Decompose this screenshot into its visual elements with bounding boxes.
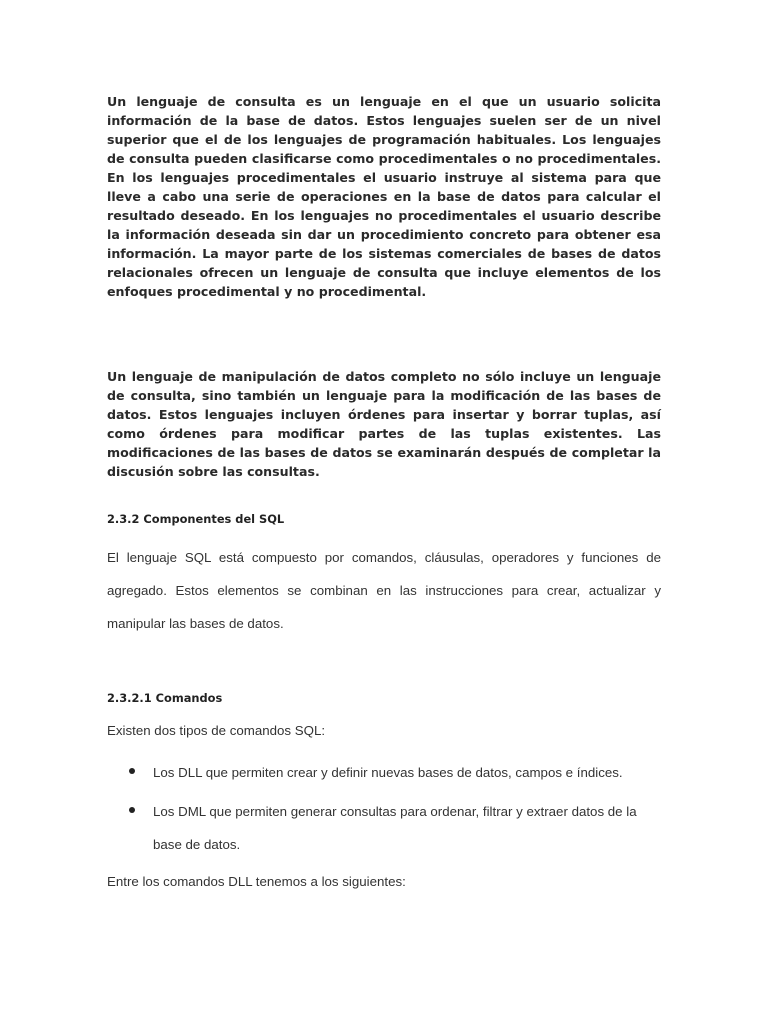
bullet-icon [129,768,135,774]
paragraph-query-language: Un lenguaje de consulta es un lenguaje en el que un usuario solicita información de la base de datos. Estos lenguajes suelen ser de un nivel superior que el de los lenguajes de programación habituales. Los lenguajes de consulta pueden clasificarse como procedimentales o no procedimentales. En los lenguajes procedimentales el usuario instruye al sistema para que lleve a cabo una serie de operaciones en la base de datos para calcular el resultado deseado. En los lenguajes no procedimentales el usuario describe la información deseada sin dar un procedimiento concreto para obtener esa información. La mayor parte de los sistemas comerciales de bases de datos relacionales ofrecen un lenguaje de consulta que incluye elementos de los enfoques procedimental y no procedimental. [107,94,661,299]
paragraph-dll-commands-intro: Entre los comandos DLL tenemos a los siguientes: [107,874,406,889]
bullet-icon [129,807,135,813]
command-types-list [107,756,661,861]
list-item [107,795,661,861]
paragraph-data-manipulation: Un lenguaje de manipulación de datos completo no sólo incluye un lenguaje de consulta, sino también un lenguaje para la modificación de las bases de datos. Estos lenguajes incluyen órdenes para insertar y borrar tuplas, así como órdenes para modificar partes de las tuplas existentes. Las modificaciones de las bases de datos se examinarán después de completar la discusión sobre las consultas. [107,369,661,479]
section-heading-sql-components: 2.3.2 Componentes del SQL [107,512,285,526]
list-item [107,756,661,789]
document-content [107,92,661,893]
list-item-text: Los DML que permiten generar consultas para ordenar, filtrar y extraer datos de la base de datos. [153,804,637,852]
paragraph-sql-components: El lenguaje SQL está compuesto por comandos, cláusulas, operadores y funciones de agregado. Estos elementos se combinan en las instrucciones para crear, actualizar y manipular las bases de datos. [107,550,661,631]
section-heading-commands: 2.3.2.1 Comandos [107,691,223,705]
list-item-text: Los DLL que permiten crear y definir nuevas bases de datos, campos e índices. [153,765,623,780]
paragraph-command-types-intro: Existen dos tipos de comandos SQL: [107,723,326,738]
